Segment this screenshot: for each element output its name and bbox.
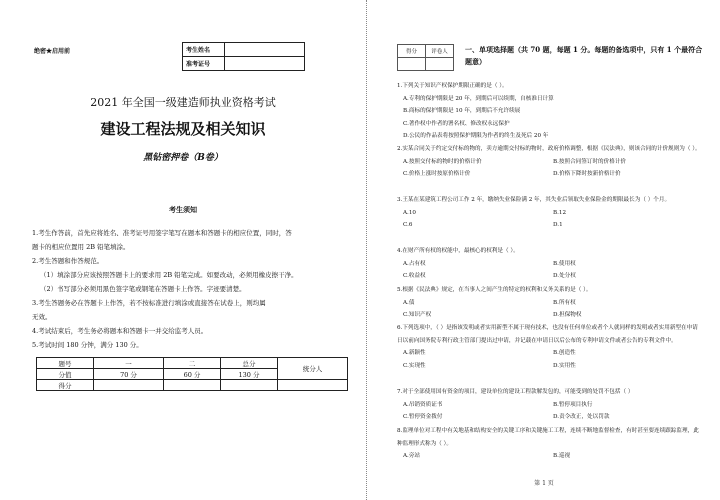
answer-option[interactable]: A.旁站 xyxy=(403,453,421,459)
score-cell: 60 分 xyxy=(164,369,221,380)
question-item xyxy=(397,425,703,463)
score-table xyxy=(36,357,348,391)
score-header: 统分人 xyxy=(278,358,348,380)
notice-line: （2）书写部分必须用黑色签字笔或钢笔在答题卡上作答。字迹要清楚。 xyxy=(40,285,246,293)
section-heading: 一、单项选择题（共 70 题，每题 1 分。每题的备选项中，只有 1 个最符合题意） xyxy=(465,45,703,66)
got-cell[interactable] xyxy=(164,380,221,391)
got-cell[interactable] xyxy=(278,380,348,391)
got-cell[interactable] xyxy=(221,380,278,391)
answer-option[interactable]: D.处分权 xyxy=(553,273,576,279)
question-stem: 6.下列选项中，（ ）是指该发明或者实用新型不属于现有技术，也没有任何单位或者个人就同样的发明或者实用新型在申请日以前向国务院专利行政主管部门提出过申请，并记载在申请日以后公布的专利申请文件或者公告的专利文件中。 xyxy=(397,325,698,344)
notice-line: 2.考生答题和作答规范。 xyxy=(32,257,104,265)
question-item xyxy=(397,386,703,424)
answer-option[interactable]: B.所有权 xyxy=(553,299,576,306)
subject-title: 建设工程法规及相关知识 xyxy=(100,120,266,138)
answer-option[interactable]: B.12 xyxy=(553,209,567,216)
notice-line: 1.考生作答前，首先应将姓名、准考证号用签字笔写在题本和答题卡的相应位置，同时，答 xyxy=(32,229,292,237)
answer-option[interactable]: A.新颖性 xyxy=(403,350,426,356)
question-item xyxy=(397,245,703,283)
ticket-field[interactable] xyxy=(225,57,305,71)
answer-option[interactable]: B.创造性 xyxy=(553,350,576,356)
question-item xyxy=(397,143,703,181)
secret-mark: 绝密★启用前 xyxy=(34,48,71,55)
page-number: 第 1 页 xyxy=(534,480,554,487)
grader-box xyxy=(397,44,454,71)
answer-option[interactable]: C.价格上涨时按原价格计价 xyxy=(403,171,471,177)
notice-line: （1）填涂部分应该按照答题卡上的要求用 2B 铅笔完成。如要改动，必须用橡皮擦干净。 xyxy=(40,271,298,279)
name-field[interactable] xyxy=(225,43,305,57)
answer-option[interactable]: D.1 xyxy=(553,222,563,228)
score-header: 一 xyxy=(94,358,164,369)
question-item xyxy=(397,284,703,322)
answer-option[interactable]: A.10 xyxy=(403,209,416,216)
answer-option[interactable]: B.暂停项目执行 xyxy=(553,401,593,408)
answer-option[interactable]: D.担保物权 xyxy=(553,312,582,318)
notice-line: 4.考试结束后，考生务必将题本和答题卡一并交给监考人员。 xyxy=(32,327,208,335)
answer-option[interactable]: A.专利的保护期限是 20 年，到期后可以续期，自核准日计算 xyxy=(403,95,554,102)
name-label: 考生姓名 xyxy=(183,43,225,57)
answer-option[interactable]: B.按照合同签订时的价格计价 xyxy=(553,158,627,165)
grader-reviewer-field[interactable] xyxy=(426,58,454,71)
answer-option[interactable]: C.暂停资金拨付 xyxy=(403,414,443,420)
grader-score-field[interactable] xyxy=(398,58,426,71)
got-cell[interactable] xyxy=(94,380,164,391)
question-stem: 2.实某合同关于约定交付标的物的，卖方逾期交付标的物时，政府价格调整，根据《民法典》，则该合同的计价规则为（ ）。 xyxy=(397,146,701,152)
answer-option[interactable]: D.价格下降时按新价格计价 xyxy=(553,171,621,177)
answer-option[interactable]: A.按照交付标的物时的价格计价 xyxy=(403,158,482,165)
question-item xyxy=(397,322,703,372)
answer-option[interactable]: D.公民的作品表将按照保护期限为作者的终生及死后 20 年 xyxy=(403,133,549,139)
answer-option[interactable]: C.知识产权 xyxy=(403,312,432,318)
question-stem: 4.在财产所有权的权能中，最核心的权利是（ ）。 xyxy=(397,248,519,254)
question-stem: 1.下列关于知识产权保护期限正确的是（ ）。 xyxy=(397,83,508,89)
answer-option[interactable]: D.实用性 xyxy=(553,362,576,369)
score-row-label: 分值 xyxy=(37,369,94,380)
exam-title: 2021 年全国一级建造师执业资格考试 xyxy=(90,96,276,109)
question-item xyxy=(397,194,703,232)
answer-option[interactable]: A.债 xyxy=(403,299,415,306)
question-stem: 5.根据《民法典》规定，在当事人之间产生的特定的权利和义务关系的是（ ）。 xyxy=(397,287,592,293)
ticket-label: 准考证号 xyxy=(183,57,225,71)
score-cell: 130 分 xyxy=(221,369,278,380)
question-stem: 8.监理单位对工程中有关地基和结构安全的关键工序和关键施工工程，连续不断地监督检查，有时甚至要连续跟踪监理，此种监理形式称为（ ）。 xyxy=(397,428,699,447)
grader-reviewer-label: 评卷人 xyxy=(426,45,454,58)
questions-page xyxy=(366,0,720,500)
answer-option[interactable]: B.使用权 xyxy=(553,260,576,267)
question-stem: 7.对于全部使用国有资金的项目，建设单位的建设工程款解发包的，可能受到的处罚不包括（ ） xyxy=(397,389,634,395)
answer-option[interactable]: C.著作权中作者的署名权、修改权永远保护 xyxy=(403,120,510,127)
score-header: 二 xyxy=(164,358,221,369)
candidate-id-box xyxy=(182,42,305,71)
notice-line: 题卡的相应位置用 2B 铅笔填涂。 xyxy=(32,243,130,251)
answer-option[interactable]: A.吊销资质证书 xyxy=(403,401,443,408)
got-row-label: 得分 xyxy=(37,380,94,391)
notice-line: 5.考试时间 180 分钟，满分 130 分。 xyxy=(32,341,143,349)
question-item xyxy=(397,80,703,143)
paper-variant: 黑钻密押卷（B卷） xyxy=(143,153,223,163)
notice-title: 考生须知 xyxy=(169,205,197,214)
notice-list xyxy=(32,226,332,352)
notice-line: 3.考生答题务必在答题卡上作答，若不按标准进行填涂或直接答在试卷上，则均属 xyxy=(32,299,266,307)
answer-option[interactable]: B.商标的保护期限是 10 年，到期后不允许续展 xyxy=(403,108,521,114)
answer-option[interactable]: C.实现性 xyxy=(403,362,426,369)
answer-option[interactable]: B.巡视 xyxy=(553,453,571,459)
score-header: 总分 xyxy=(221,358,278,369)
grader-score-label: 得分 xyxy=(398,45,426,58)
question-stem: 3.王某在某建筑工程公司工作 2 年，缴纳失业保险满 2 年，其失业后领取失业保险金的期限最长为（ ）个月。 xyxy=(397,197,671,203)
answer-option[interactable]: C.6 xyxy=(403,222,413,228)
answer-option[interactable]: A.占有权 xyxy=(403,260,426,267)
answer-option[interactable]: D.责令改正，处以罚款 xyxy=(553,414,610,420)
score-header: 题号 xyxy=(37,358,94,369)
answer-option[interactable]: C.收益权 xyxy=(403,273,426,279)
score-cell: 70 分 xyxy=(94,369,164,380)
notice-line: 无效。 xyxy=(32,313,52,321)
